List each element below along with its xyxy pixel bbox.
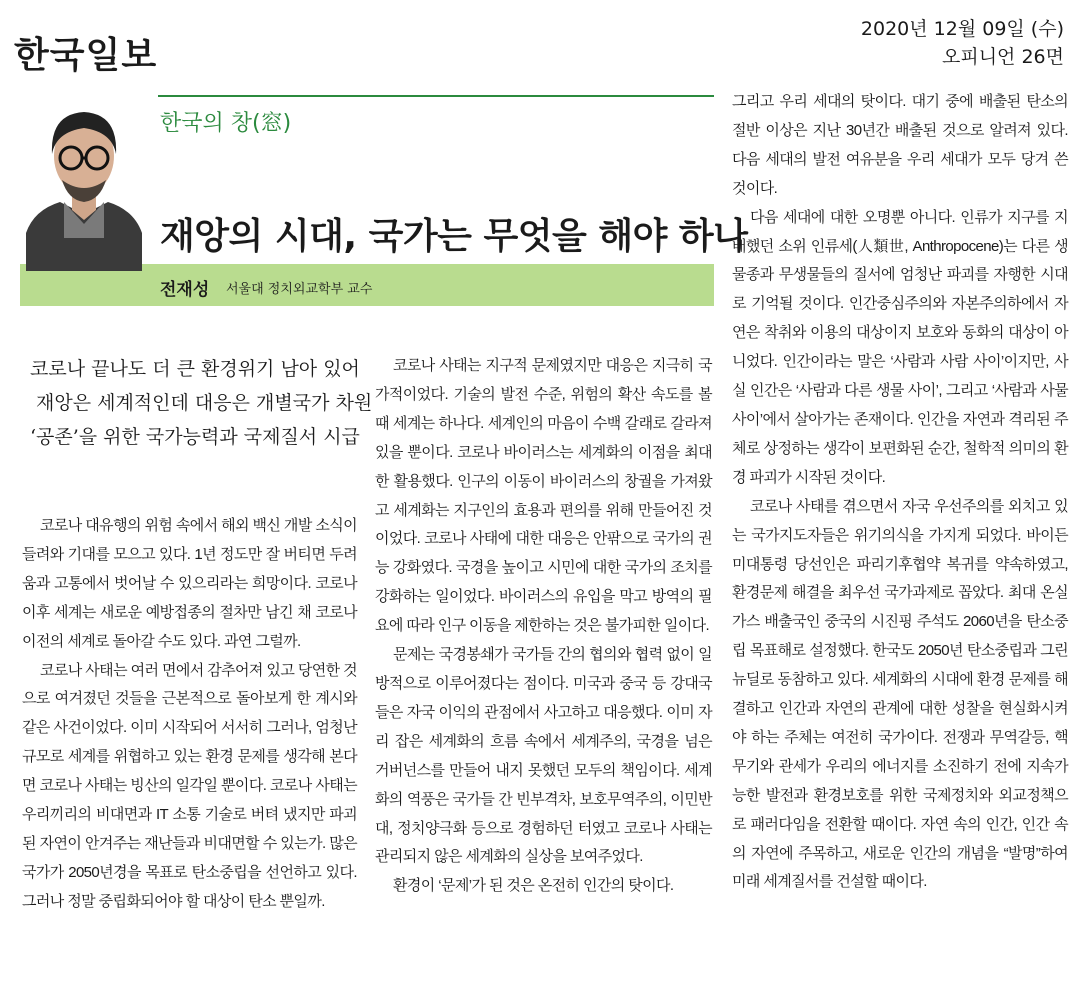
publication-date: 2020년 12월 09일 (수) — [860, 18, 1064, 40]
paragraph: 코로나 사태는 여러 면에서 감추어져 있고 당연한 것으로 여겨졌던 것들을 근본적으로 돌아보게 한 계시와 같은 사건이었다. 이미 시작되어 서서히 그러나, 엄청난 규모로 세계를 위협하고 있는 환경 문제를 생각해 본다면 코로나 사태는 빙산의 일각일 뿐이다. 코로나 사태는 우리끼리의 비대면과 IT 소통 기술로 버텨 냈지만 파괴된 자연이 안겨주는 재난들과 비대면할 수 있는가. 많은 국가가 2050년경을 목표로 탄소중립을 선언하고 있다. 그러나 정말 중립화되어야 할 대상이 탄소 뿐일까. — [22, 661, 357, 910]
column-3 — [732, 88, 1068, 897]
subhead: 재앙은 세계적인데 대응은 개별국가 차원 — [36, 392, 373, 414]
column-2 — [375, 352, 712, 901]
author-photo — [26, 98, 142, 271]
paragraph: 그리고 우리 세대의 탓이다. 대기 중에 배출된 탄소의 절반 이상은 지난 30년간 배출된 것으로 알려져 있다. 다음 세대의 발전 여유분을 우리 세대가 모두 당겨 쓴 것이다. — [732, 93, 1068, 197]
section-page: 오피니언 26면 — [942, 45, 1064, 68]
paragraph: 다음 세대에 대한 오명뿐 아니다. 인류가 지구를 지배했던 소위 인류세(人類世, Anthropocene)는 다른 생물종과 무생물들의 질서에 엄청난 파괴를 자행한 시대로 기억될 것이다. 인간중심주의와 자본주의하에서 자연은 착취와 이용의 대상이지 보호와 동화의 대상이 아니었다. 인간이라는 말은 ‘사람과 사람 사이’이지만, 사실 인간은 ‘사람과 다른 생물 사이’, 그리고 ‘사람과 사물 사이’에서 살아가는 존재이다. 인간을 자연과 격리된 주체로 상정하는 생각이 보편화된 순간, 철학적 의미의 환경 파괴가 시작된 것이다. — [732, 208, 1068, 486]
author-name: 전재성 — [160, 280, 210, 300]
masthead: 한국일보 — [14, 35, 158, 76]
paragraph: 코로나 사태를 겪으면서 자국 우선주의를 외치고 있는 국가지도자들은 위기의식을 가지게 되었다. 바이든 미대통령 당선인은 파리기후협약 복귀를 약속하였고, 환경문제 해결을 최우선 국가과제로 꼽았다. 최대 온실가스 배출국인 중국의 시진핑 주석도 2060년을 탄소중립 목표해로 설정했다. 한국도 2050년 탄소중립과 그린 뉴딜로 동참하고 있다. 세계화의 시대에 환경 문제를 해결하고 인간과 자연의 관계에 대한 성찰을 현실화시켜야 하는 주체는 여전히 국가이다. 전쟁과 무역갈등, 핵무기와 관세가 우리의 에너지를 소진하기 전에 지속가능한 발전과 환경보호를 위한 국제정치와 외교정책으로 패러다임을 전환할 때이다. 자연 속의 인간, 인간 속의 자연에 주목하고, 새로운 인간의 개념을 “발명”하여 미래 세계질서를 건설할 때이다. — [732, 497, 1068, 891]
headline: 재앙의 시대, 국가는 무엇을 해야 하나 — [160, 216, 748, 257]
author-affiliation: 서울대 정치외교학부 교수 — [226, 282, 373, 297]
subhead: ‘공존’을 위한 국가능력과 국제질서 시급 — [30, 426, 360, 448]
paragraph: 코로나 사태는 지구적 문제였지만 대응은 지극히 국가적이었다. 기술의 발전 수준, 위험의 확산 속도를 볼 때 세계는 하나다. 세계인의 마음이 수백 갈래로 갈라져 있을 뿐이다. 코로나 바이러스는 세계화의 이점을 최대한 활용했다. 인구의 이동이 바이러스의 창궐을 가져왔고 세계화는 지구인의 효용과 편의를 위해 만들어진 것이었다. 코로나 사태에 대한 대응은 안팎으로 국가의 권능 강화였다. 국경을 높이고 시민에 대한 국가의 조치를 강화하는 일이었다. 바이러스의 유입을 막고 방역의 필요에 따라 인구 이동을 제한하는 것은 불가피한 일이다. — [375, 357, 712, 635]
column-1 — [22, 512, 357, 917]
subhead: 코로나 끝나도 더 큰 환경위기 남아 있어 — [30, 358, 360, 380]
dateline — [861, 16, 1064, 71]
paragraph: 코로나 대유행의 위험 속에서 해외 백신 개발 소식이 들려와 기대를 모으고 있다. 1년 정도만 잘 버티면 두려움과 고통에서 벗어날 수 있으리라는 희망이다. 코로나 이후 세계는 새로운 예방접종의 절차만 남긴 채 코로나 이전의 세계로 돌아갈 수도 있다. 과연 그럴까. — [22, 517, 357, 650]
paragraph: 문제는 국경봉쇄가 국가들 간의 협의와 협력 없이 일방적으로 이루어졌다는 점이다. 미국과 중국 등 강대국들은 자국 이익의 관점에서 사고하고 대응했다. 이미 자리 잡은 세계화의 흐름 속에서 세계주의, 국경을 넘은 거버넌스를 만들어 내지 못했던 모두의 책임이다. 세계화의 역풍은 국가들 간 빈부격차, 보호무역주의, 이민반대, 정치양극화 등으로 경험하던 터였고 코로나 사태는 관리되지 않은 세계화의 실상을 보여주었다. — [375, 646, 712, 866]
section-label: 한국의 창(窓) — [160, 111, 292, 136]
paragraph: 환경이 ‘문제’가 된 것은 온전히 인간의 탓이다. — [393, 877, 674, 895]
subheads — [30, 352, 373, 454]
header-rule — [158, 95, 714, 97]
